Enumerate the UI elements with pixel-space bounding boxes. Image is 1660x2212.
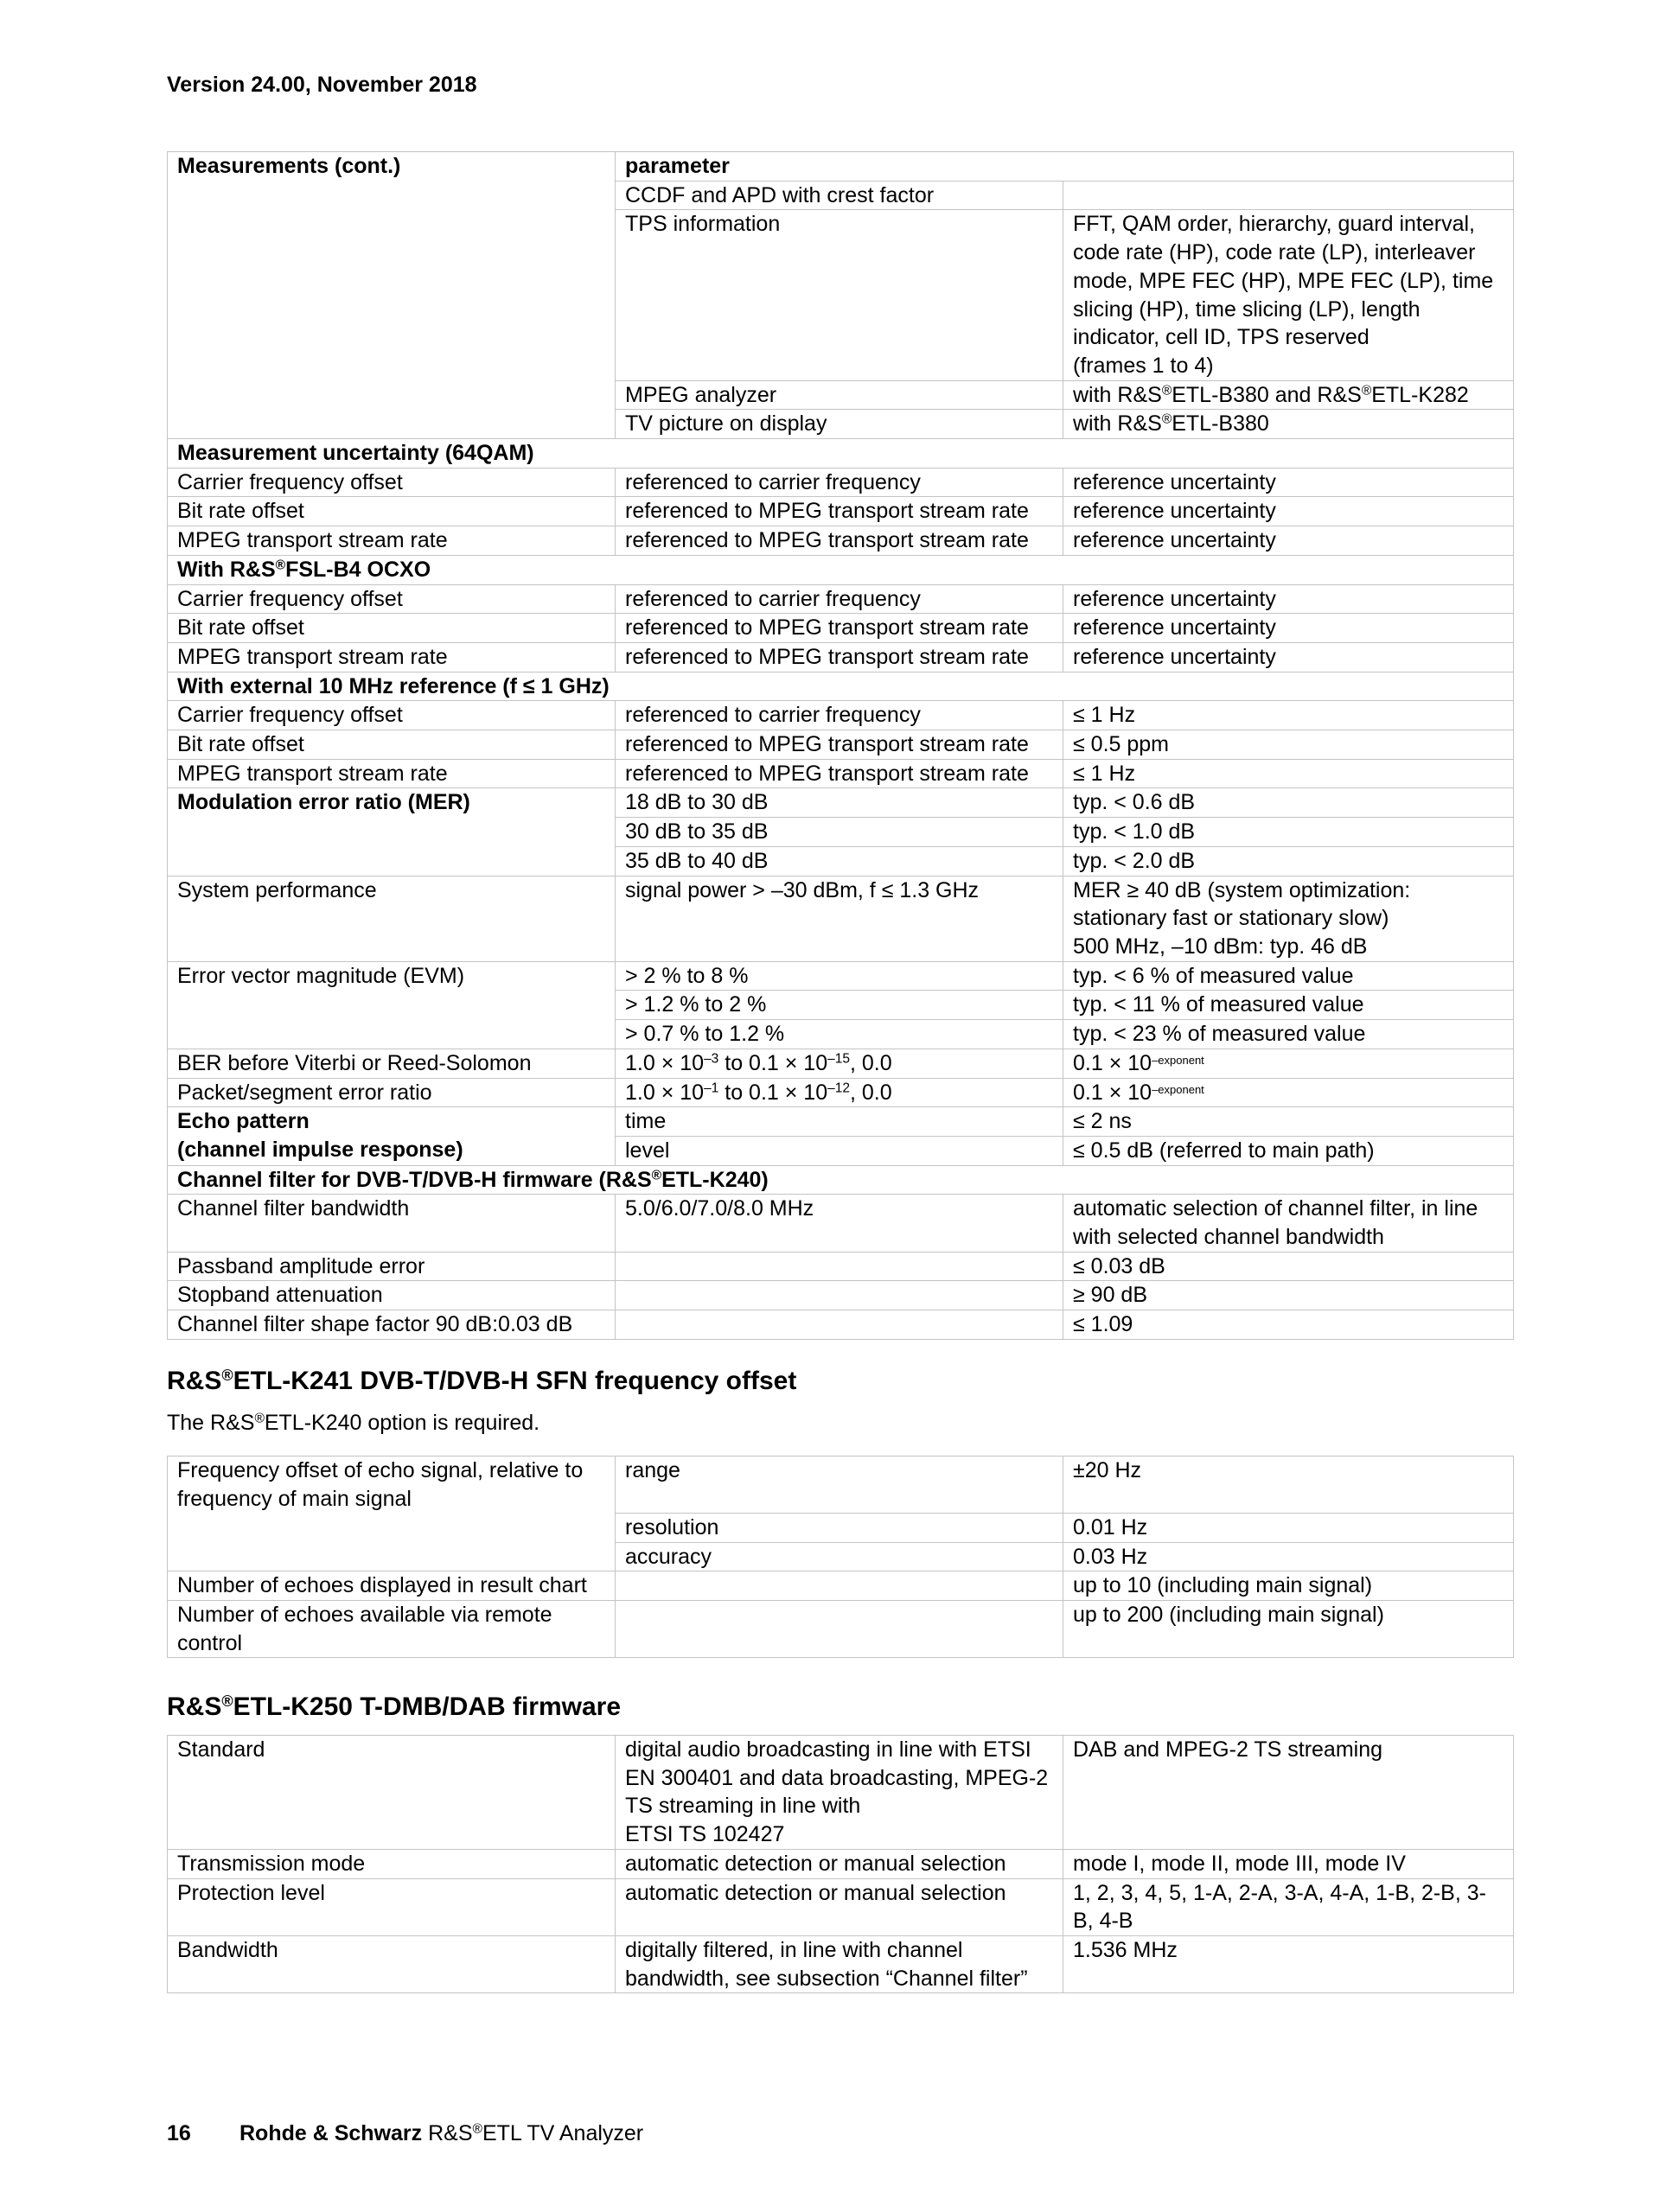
protection-level-desc: automatic detection or manual selection xyxy=(616,1878,1063,1935)
resolution-label: resolution xyxy=(616,1513,1063,1542)
page-number: 16 xyxy=(167,2121,191,2145)
ref-mpeg: referenced to MPEG transport stream rate xyxy=(616,614,1063,643)
mpeg-rate-label: MPEG transport stream rate xyxy=(168,526,616,556)
stopband-label: Stopband attenuation xyxy=(168,1281,616,1310)
ber-label: BER before Viterbi or Reed-Solomon xyxy=(168,1049,616,1078)
ccdf-label: CCDF and APD with crest factor xyxy=(616,181,1063,210)
ext-carrier-value: ≤ 1 Hz xyxy=(1063,701,1514,730)
tv-picture-label: TV picture on display xyxy=(616,410,1063,439)
evm-label: Error vector magnitude (EVM) xyxy=(168,961,616,991)
evm-range: > 1.2 % to 2 % xyxy=(616,991,1063,1020)
bitrate-offset-label: Bit rate offset xyxy=(168,497,616,526)
channel-filter-bw-label: Channel filter bandwidth xyxy=(168,1195,616,1252)
shape-factor-value: ≤ 1.09 xyxy=(1063,1310,1514,1340)
ber-value: $0.1 \times 10^{-exponent}$ xyxy=(1063,1049,1514,1078)
packet-error-value: $0.1 \times 10^{-exponent}$ xyxy=(1063,1078,1514,1107)
evm-range: > 2 % to 8 % xyxy=(616,961,1063,991)
measurements-section-label: Measurements (cont.) xyxy=(168,152,616,182)
carrier-offset-label: Carrier frequency offset xyxy=(168,584,616,614)
bitrate-offset-label: Bit rate offset xyxy=(168,730,616,760)
standard-desc: digital audio broadcasting in line with ETSI EN 300401 and data broadcasting, MPEG-2 TS streaming in line with ETSI TS 102427 xyxy=(616,1736,1063,1850)
echoes-displayed-label: Number of echoes displayed in result chart xyxy=(168,1571,616,1601)
footer-brand: Rohde & Schwarz xyxy=(239,2121,423,2145)
channel-filter-bw-range: 5.0/6.0/7.0/8.0 MHz xyxy=(616,1195,1063,1252)
standard-value: DAB and MPEG-2 TS streaming xyxy=(1063,1736,1514,1850)
passband-value: ≤ 0.03 dB xyxy=(1063,1252,1514,1281)
protection-level-label: Protection level xyxy=(168,1878,616,1935)
mer-range: 30 dB to 35 dB xyxy=(616,818,1063,847)
range-value: ±20 Hz xyxy=(1063,1457,1514,1514)
mer-range: 18 dB to 30 dB xyxy=(616,788,1063,818)
echo-time-label: time xyxy=(616,1107,1063,1137)
footer-product: R&S®ETL TV Analyzer xyxy=(428,2121,644,2145)
transmission-mode-value: mode I, mode II, mode III, mode IV xyxy=(1063,1849,1514,1878)
mer-value: typ. < 1.0 dB xyxy=(1063,818,1514,847)
version-header: Version 24.00, November 2018 xyxy=(167,73,477,97)
ref-carrier: referenced to carrier frequency xyxy=(616,584,1063,614)
channel-filter-title: Channel filter for DVB-T/DVB-H firmware (R&S®ETL-K240) xyxy=(168,1165,1514,1195)
stopband-value: ≥ 90 dB xyxy=(1063,1281,1514,1310)
ref-uncertainty: reference uncertainty xyxy=(1063,642,1514,672)
accuracy-label: accuracy xyxy=(616,1542,1063,1571)
mer-value: typ. < 2.0 dB xyxy=(1063,846,1514,876)
channel-filter-bw-value: automatic selection of channel filter, in line with selected channel bandwidth xyxy=(1063,1195,1514,1252)
ref-uncertainty: reference uncertainty xyxy=(1063,584,1514,614)
ref-uncertainty: reference uncertainty xyxy=(1063,614,1514,643)
echo-time-value: ≤ 2 ns xyxy=(1063,1107,1514,1137)
mpeg-rate-label: MPEG transport stream rate xyxy=(168,642,616,672)
echo-level-value: ≤ 0.5 dB (referred to main path) xyxy=(1063,1136,1514,1165)
shape-factor-label: Channel filter shape factor 90 dB:0.03 dB xyxy=(168,1310,616,1340)
packet-error-range: $1.0 \times 10^{-1}$ to $0.1 \times 10^{-12}$, 0.0 xyxy=(616,1078,1063,1107)
accuracy-value: 0.03 Hz xyxy=(1063,1542,1514,1571)
mer-value: typ. < 0.6 dB xyxy=(1063,788,1514,818)
evm-range: > 0.7 % to 1.2 % xyxy=(616,1020,1063,1049)
echo-pattern-sublabel: (channel impulse response) xyxy=(168,1136,616,1165)
ref-carrier: referenced to carrier frequency xyxy=(616,468,1063,497)
mer-label: Modulation error ratio (MER) xyxy=(168,788,616,818)
packet-error-label: Packet/segment error ratio xyxy=(168,1078,616,1107)
mer-range: 35 dB to 40 dB xyxy=(616,846,1063,876)
mpeg-rate-label: MPEG transport stream rate xyxy=(168,759,616,788)
echoes-remote-value: up to 200 (including main signal) xyxy=(1063,1601,1514,1658)
system-performance-value: MER ≥ 40 dB (system optimization: stationary fast or stationary slow) 500 MHz, –10 dBm: typ. 46 dB xyxy=(1063,876,1514,961)
page-footer xyxy=(167,2121,643,2146)
freq-offset-label: Frequency offset of echo signal, relative to frequency of main signal xyxy=(168,1457,616,1514)
mpeg-analyzer-value: with R&S®ETL-B380 and R&S®ETL-K282 xyxy=(1063,380,1514,410)
ref-mpeg: referenced to MPEG transport stream rate xyxy=(616,642,1063,672)
bandwidth-value: 1.536 MHz xyxy=(1063,1935,1514,1992)
k250-table xyxy=(167,1735,1514,1993)
ref-mpeg: referenced to MPEG transport stream rate xyxy=(616,759,1063,788)
system-performance-condition: signal power > –30 dBm, f ≤ 1.3 GHz xyxy=(616,876,1063,961)
evm-value: typ. < 6 % of measured value xyxy=(1063,961,1514,991)
k241-table xyxy=(167,1456,1514,1658)
echo-pattern-label: Echo pattern xyxy=(168,1107,616,1137)
protection-level-value: 1, 2, 3, 4, 5, 1-A, 2-A, 3-A, 4-A, 1-B, 2-B, 3-B, 4-B xyxy=(1063,1878,1514,1935)
resolution-value: 0.01 Hz xyxy=(1063,1513,1514,1542)
ref-mpeg: referenced to MPEG transport stream rate xyxy=(616,526,1063,556)
bandwidth-desc: digitally filtered, in line with channel bandwidth, see subsection “Channel filter” xyxy=(616,1935,1063,1992)
echoes-remote-label: Number of echoes available via remote control xyxy=(168,1601,616,1658)
k250-heading: R&S®ETL-K250 T-DMB/DAB firmware xyxy=(167,1692,622,1721)
passband-label: Passband amplitude error xyxy=(168,1252,616,1281)
tps-label: TPS information xyxy=(616,210,1063,380)
transmission-mode-label: Transmission mode xyxy=(168,1849,616,1878)
evm-value: typ. < 11 % of measured value xyxy=(1063,991,1514,1020)
measurements-table: Measurements (cont.) parameter CCDF and APD with crest factor TPS information FFT, QAM order, hierarchy, guard interval, code rate (HP), code rate (LP), interleaver mode, MPE FEC (HP), MPE FEC (LP), time slicing (HP), time slicing (LP), length indicator, cell ID, TPS reserved (frames 1 to 4) MPEG analyzer with R&S®ETL-B380 and R&S®ETL-K282 TV picture on display with R&S®ETL-B380 Measurement uncertainty (64QAM) Carrier frequency offset referenced to carrier frequency reference uncertainty Bit rate offset referenced to MPEG transport stream rate reference uncertainty MPEG transport stream rate referenced to MPEG transport stream rate reference uncertainty With R&S®FSL-B4 OCXO Carrier frequency offset referenced to carrier frequency reference uncertainty Bit rate offset referenced to MPEG transport stream rate reference uncertainty MPEG transport stream rate referenced to MPEG transport stream rate reference uncertainty With external 10 MHz reference (f ≤ 1 GHz) Carrier frequency offset referenced to carrier frequency ≤ 1 Hz Bit rate offset referenced to MPEG transport stream rate ≤ 0.5 ppm MPEG transport stream rate referenced to MPEG transport stream rate ≤ 1 Hz Modulation error ratio (MER) 18 dB to 30 dB typ. < 0.6 dB 30 dB to 35 dB typ. < 1.0 dB 35 dB to 40 dB typ. < 2.0 dB System performance signal power > –30 dBm, f ≤ 1.3 GHz MER ≥ 40 dB (system optimization: stationary fast or stationary slow) 500 MHz, –10 dBm: typ. 46 dB Error vector magnitude (EVM) > 2 % to 8 % typ. < 6 % of measured value > 1.2 % to 2 % typ. < 11 % of measured value > 0.7 % to 1.2 % typ. < 23 % of measured value BER before Viterbi or Reed-Solomon $1.0 \times 10^{-3}$ to $0.1 \times 10^{-15}$, 0.0 $0.1 \times 10^{-exponent}$ Packet/segment error ratio $1.0 \times 10^{-1}$ to $0.1 \times 10^{-12}$, 0.0 $0.1 \times 10^{-exponent}$ Echo pattern time ≤ 2 ns (channel impulse response) level ≤ 0.5 dB (referred to main path) Channel filter for DVB-T/DVB-H firmware (R&S®ETL-K240) Channel filter bandwidth 5.0/6.0/7.0/8.0 MHz automatic selection of channel filter, in line with selected channel bandwidth Passband amplitude error ≤ 0.03 dB Stopband attenuation ≥ 90 dB Channel filter shape factor 90 dB:0.03 dB ≤ 1.09 xyxy=(167,151,1514,1340)
ext-bitrate-value: ≤ 0.5 ppm xyxy=(1063,730,1514,760)
mpeg-analyzer-label: MPEG analyzer xyxy=(616,380,1063,410)
tv-picture-value: with R&S®ETL-B380 xyxy=(1063,410,1514,439)
carrier-offset-label: Carrier frequency offset xyxy=(168,468,616,497)
echo-level-label: level xyxy=(616,1136,1063,1165)
ref-mpeg: referenced to MPEG transport stream rate xyxy=(616,497,1063,526)
ref-uncertainty: reference uncertainty xyxy=(1063,497,1514,526)
ref-carrier: referenced to carrier frequency xyxy=(616,701,1063,730)
ber-range: $1.0 \times 10^{-3}$ to $0.1 \times 10^{-15}$, 0.0 xyxy=(616,1049,1063,1078)
ext-ref-title: With external 10 MHz reference (f ≤ 1 GHz) xyxy=(168,672,1514,701)
ocxo-title: With R&S®FSL-B4 OCXO xyxy=(168,555,1514,584)
transmission-mode-desc: automatic detection or manual selection xyxy=(616,1849,1063,1878)
ext-mpeg-value: ≤ 1 Hz xyxy=(1063,759,1514,788)
system-performance-label: System performance xyxy=(168,876,616,961)
k241-note: The R&S®ETL-K240 option is required. xyxy=(167,1411,540,1435)
ref-uncertainty: reference uncertainty xyxy=(1063,526,1514,556)
echoes-displayed-value: up to 10 (including main signal) xyxy=(1063,1571,1514,1601)
ref-uncertainty: reference uncertainty xyxy=(1063,468,1514,497)
ref-mpeg: referenced to MPEG transport stream rate xyxy=(616,730,1063,760)
uncertainty-title: Measurement uncertainty (64QAM) xyxy=(168,439,1514,469)
bitrate-offset-label: Bit rate offset xyxy=(168,614,616,643)
bandwidth-label: Bandwidth xyxy=(168,1935,616,1992)
evm-value: typ. < 23 % of measured value xyxy=(1063,1020,1514,1049)
k241-heading: R&S®ETL-K241 DVB-T/DVB-H SFN frequency offset xyxy=(167,1367,797,1395)
standard-label: Standard xyxy=(168,1736,616,1850)
range-label: range xyxy=(616,1457,1063,1514)
carrier-offset-label: Carrier frequency offset xyxy=(168,701,616,730)
parameter-label: parameter xyxy=(616,152,1514,182)
